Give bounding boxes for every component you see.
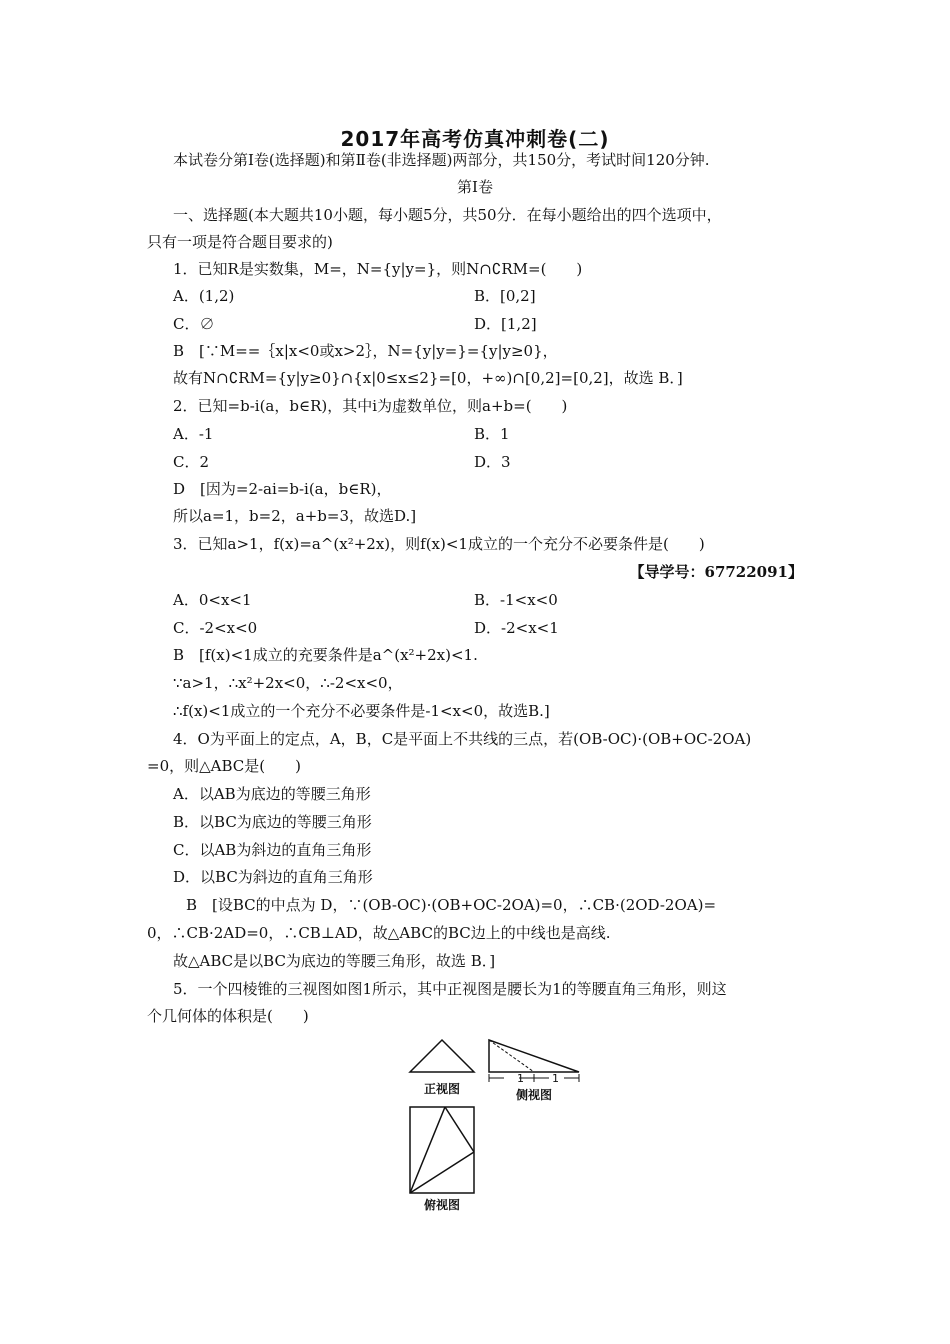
q2-option-b: B．1 — [474, 425, 510, 443]
dimension-label-2: 1 — [552, 1072, 559, 1085]
side-view-shape — [489, 1040, 579, 1072]
top-view-edge-1 — [410, 1107, 445, 1193]
q4-stem-line2: =0，则△ABC是( ) — [147, 757, 301, 775]
q3-solution-line3: ∴f(x)<1成立的一个充分不必要条件是-1<x<0，故选B.] — [173, 702, 550, 720]
q3-option-a: A．0<x<1 — [173, 591, 252, 609]
side-view-hidden-edge — [489, 1040, 534, 1072]
intro-text: 本试卷分第Ⅰ卷(选择题)和第Ⅱ卷(非选择题)两部分，共150分，考试时间120分钟. — [173, 151, 710, 169]
q1-stem: 1．已知R是实数集，M=，N={y|y=}，则N∩∁RM=( ) — [173, 260, 583, 278]
q3-option-b: B．-1<x<0 — [474, 591, 558, 609]
top-view-label: 俯视图 — [424, 1198, 461, 1212]
q1-solution-line2: 故有N∩∁RM={y|y≥0}∩{x|0≤x≤2}=[0，+∞)∩[0,2]=[0,2]，故选 B．] — [173, 369, 683, 387]
q2-stem: 2．已知=b-i(a，b∈R)，其中i为虚数单位，则a+b=( ) — [173, 397, 568, 415]
q3-solution-line1: B [f(x)<1成立的充要条件是a^(x²+2x)<1. — [173, 646, 478, 664]
q2-solution-line2: 所以a=1，b=2，a+b=3，故选D.] — [173, 507, 417, 525]
front-view-label: 正视图 — [424, 1082, 461, 1096]
q2-option-c: C．2 — [173, 453, 210, 471]
q3-option-c: C．-2<x<0 — [173, 619, 258, 637]
page-title: 2017年高考仿真冲刺卷(二) — [340, 127, 610, 151]
q2-option-d: D．3 — [474, 453, 511, 471]
q1-option-b: B．[0,2] — [474, 287, 536, 305]
q2-option-a: A．-1 — [173, 425, 214, 443]
side-view-label: 侧视图 — [516, 1088, 553, 1102]
three-view-figure — [400, 1030, 600, 1210]
q5-stem-line2: 个几何体的体积是( ) — [147, 1007, 309, 1025]
q4-option-d: D．以BC为斜边的直角三角形 — [173, 868, 373, 886]
q1-option-d: D．[1,2] — [474, 315, 537, 333]
three-view-drawing — [400, 1030, 600, 1210]
q1-option-a: A．(1,2) — [173, 287, 235, 305]
q4-option-a: A．以AB为底边的等腰三角形 — [173, 785, 371, 803]
q1-option-c: C．∅ — [173, 315, 215, 333]
q3-stem: 3．已知a>1，f(x)=a^(x²+2x)，则f(x)<1成立的一个充分不必要条件是( ) — [173, 535, 705, 553]
q2-solution-line1: D [因为=2-ai=b-i(a，b∈R)， — [173, 480, 392, 498]
top-view-edge-3 — [410, 1152, 474, 1193]
q3-solution-line2: ∵a>1，∴x²+2x<0，∴-2<x<0， — [173, 674, 403, 692]
q4-solution-line1: B [设BC的中点为 D，∵(OB-OC)·(OB+OC-2OA)=0，∴CB·(2OD-2OA)= — [186, 896, 717, 914]
q4-option-c: C．以AB为斜边的直角三角形 — [173, 841, 372, 859]
q3-option-d: D．-2<x<1 — [474, 619, 559, 637]
section-heading-line2: 只有一项是符合题目要求的) — [147, 233, 333, 251]
q4-solution-line3: 故△ABC是以BC为底边的等腰三角形，故选 B．] — [173, 952, 496, 970]
dimension-label-1: 1 — [517, 1072, 524, 1085]
q3-guide-number: 【导学号：67722091】 — [629, 563, 803, 581]
q4-option-b: B．以BC为底边的等腰三角形 — [173, 813, 372, 831]
q4-stem-line1: 4．O为平面上的定点，A，B，C是平面上不共线的三点，若(OB-OC)·(OB+OC-2OA) — [173, 730, 752, 748]
q4-solution-line2: 0，∴CB·2AD=0，∴CB⊥AD，故△ABC的BC边上的中线也是高线. — [147, 924, 611, 942]
q5-stem-line1: 5．一个四棱锥的三视图如图1所示，其中正视图是腰长为1的等腰直角三角形，则这 — [173, 980, 727, 998]
top-view-edge-2 — [445, 1107, 474, 1152]
section-heading-line1: 一、选择题(本大题共10小题，每小题5分，共50分．在每小题给出的四个选项中， — [173, 206, 722, 224]
top-view-outline — [410, 1107, 474, 1193]
front-view-shape — [410, 1040, 474, 1072]
q1-solution-line1: B [∵M==｛x|x<0或x>2｝，N={y|y=}={y|y≥0}， — [173, 342, 558, 360]
volume-heading: 第Ⅰ卷 — [457, 178, 493, 196]
